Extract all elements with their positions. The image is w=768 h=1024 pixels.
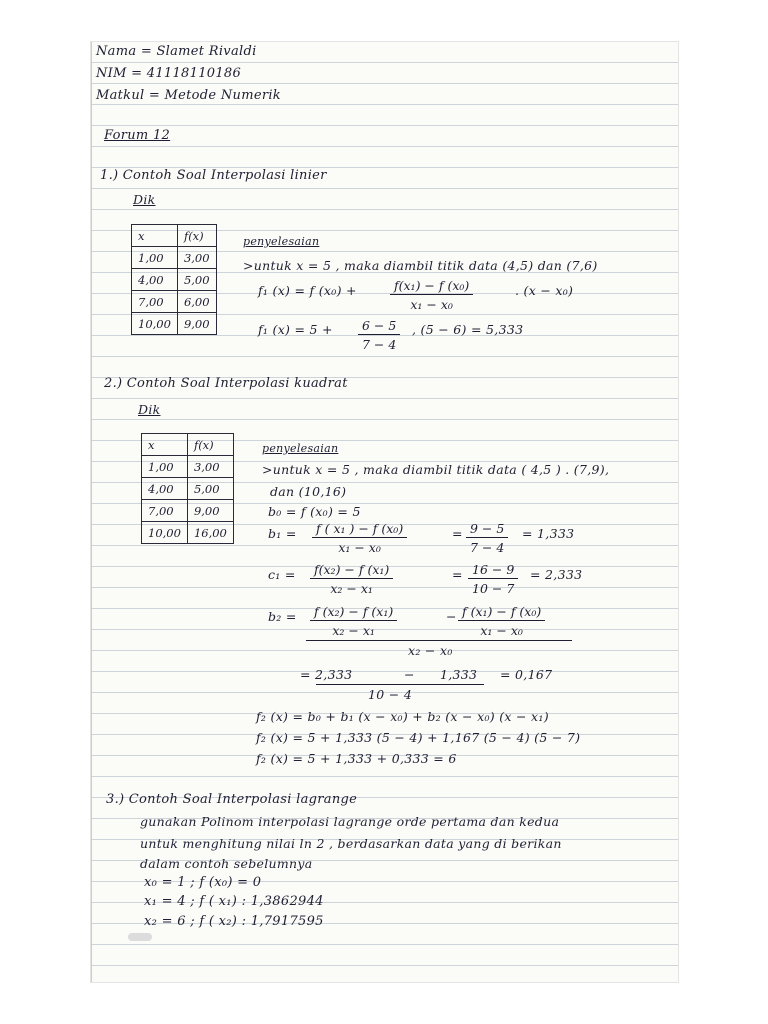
fraction-denominator: 7 − 4 — [362, 337, 397, 352]
fraction-numerator: f(x₂) − f (x₁) — [310, 562, 393, 579]
fraction-denominator: x₂ − x₁ — [332, 623, 375, 638]
section-2-solution-label: penyelesaian — [262, 442, 339, 455]
section-2-b0: b₀ = f (x₀) = 5 — [268, 504, 361, 519]
name-line: Nama = Slamet Rivaldi — [96, 44, 257, 59]
fraction-numerator: 6 − 5 — [358, 318, 400, 335]
section-3-title: 3.) Contoh Soal Interpolasi lagrange — [106, 792, 358, 807]
section-3-line-1: gunakan Polinom interpolasi lagrange orde pertama dan kedua — [140, 814, 560, 829]
section-2-b1-result: = 1,333 — [522, 526, 575, 541]
fraction-numerator: f (x₁) − f (x₀) — [458, 604, 545, 621]
section-1-substitution-fraction — [358, 318, 400, 352]
table-cell: 10,00 — [132, 313, 178, 335]
section-1-data-table — [131, 224, 217, 335]
section-2-step-2: dan (10,16) — [270, 484, 347, 499]
section-2-b2-inner-fraction-1 — [310, 604, 397, 638]
fraction-numerator: f(x₁) − f (x₀) — [390, 278, 473, 295]
section-2-title: 2.) Contoh Soal Interpolasi kuadrat — [104, 376, 348, 391]
section-1-formula-fraction — [390, 278, 473, 312]
table-row — [142, 478, 234, 500]
section-2-b2-value-fraction-bar — [316, 684, 484, 685]
forum-title: Forum 12 — [104, 128, 171, 143]
fraction-numerator: 16 − 9 — [468, 562, 518, 579]
table-row — [142, 522, 234, 544]
table-cell: 4,00 — [132, 269, 178, 291]
section-2-c1-equals: = — [452, 567, 463, 582]
fraction-denominator: x₁ − x₀ — [480, 623, 523, 638]
section-2-b2-result: = 0,167 — [500, 667, 553, 682]
fraction-numerator: 9 − 5 — [466, 521, 508, 538]
fraction-denominator: x₂ − x₁ — [330, 581, 373, 596]
table-header-x: x — [132, 225, 178, 247]
page-margin-line — [91, 42, 92, 982]
table-row — [142, 456, 234, 478]
section-1-step-1: >untuk x = 5 , maka diambil titik data (4,5) dan (7,6) — [243, 258, 598, 273]
section-2-c1-result: = 2,333 — [530, 567, 583, 582]
section-2-b1-equals: = — [452, 526, 463, 541]
section-2-f2-substituted: f₂ (x) = 5 + 1,333 (5 − 4) + 1,167 (5 − 4) (5 − 7) — [256, 730, 581, 745]
section-1-dik: Dik — [133, 192, 156, 207]
section-2-step-1: >untuk x = 5 , maka diambil titik data ( 4,5 ) . (7,9), — [262, 462, 610, 477]
table-cell: 4,00 — [142, 478, 188, 500]
table-cell: 9,00 — [177, 313, 216, 335]
fraction-denominator: x₁ − x₀ — [338, 540, 381, 555]
section-2-b2-minus: − — [446, 609, 457, 624]
table-cell: 5,00 — [187, 478, 233, 500]
section-2-b2-value-left: = 2,333 — [300, 667, 353, 682]
section-1-substitution-left: f₁ (x) = 5 + — [258, 322, 333, 337]
table-row — [132, 313, 217, 335]
fraction-numerator: f ( x₁ ) − f (x₀) — [312, 521, 407, 538]
table-cell: 3,00 — [187, 456, 233, 478]
course-line: Matkul = Metode Numerik — [96, 88, 281, 103]
table-cell: 6,00 — [177, 291, 216, 313]
section-3-x1: x₁ = 4 ; f ( x₁) : 1,3862944 — [144, 894, 324, 909]
table-row — [132, 247, 217, 269]
section-2-f2-result: f₂ (x) = 5 + 1,333 + 0,333 = 6 — [256, 751, 457, 766]
section-1-formula-left: f₁ (x) = f (x₀) + — [258, 283, 357, 298]
section-1-result: , (5 − 6) = 5,333 — [412, 322, 524, 337]
fraction-denominator: x₁ − x₀ — [410, 297, 453, 312]
table-row — [132, 269, 217, 291]
section-3-line-3: dalam contoh sebelumnya — [140, 856, 313, 871]
section-2-b1-fraction — [312, 521, 407, 555]
table-cell: 9,00 — [187, 500, 233, 522]
table-header-fx: f(x) — [187, 434, 233, 456]
section-2-b2-value-denominator: 10 − 4 — [368, 687, 413, 702]
fraction-denominator: 10 − 7 — [472, 581, 515, 596]
table-row — [132, 291, 217, 313]
section-3-line-2: untuk menghitung nilai ln 2 , berdasarkan data yang di berikan — [140, 836, 562, 851]
table-header-fx: f(x) — [177, 225, 216, 247]
section-2-c1-label: c₁ = — [268, 567, 296, 582]
table-cell: 10,00 — [142, 522, 188, 544]
section-1-title: 1.) Contoh Soal Interpolasi linier — [100, 168, 327, 183]
table-cell: 5,00 — [177, 269, 216, 291]
fraction-numerator: f (x₂) − f (x₁) — [310, 604, 397, 621]
section-2-c1-value-fraction — [468, 562, 518, 596]
table-cell: 1,00 — [132, 247, 178, 269]
section-2-b2-value-right: 1,333 — [440, 667, 478, 682]
section-2-dik: Dik — [138, 402, 161, 417]
table-cell: 3,00 — [177, 247, 216, 269]
table-cell: 16,00 — [187, 522, 233, 544]
section-2-data-table — [141, 433, 234, 544]
table-row — [142, 500, 234, 522]
section-2-b1-value-fraction — [466, 521, 508, 555]
section-3-x0: x₀ = 1 ; f (x₀) = 0 — [144, 875, 262, 890]
table-header-x: x — [142, 434, 188, 456]
table-cell: 7,00 — [142, 500, 188, 522]
section-2-b2-main-denominator: x₂ − x₀ — [408, 643, 453, 658]
section-2-b2-value-minus: − — [404, 667, 415, 682]
nim-line: NIM = 41118110186 — [96, 66, 242, 81]
section-2-b2-main-fraction-bar — [306, 640, 572, 641]
section-2-b1-label: b₁ = — [268, 526, 297, 541]
table-cell: 7,00 — [132, 291, 178, 313]
section-3-x2: x₂ = 6 ; f ( x₂) : 1,7917595 — [144, 914, 324, 929]
section-2-f2-general: f₂ (x) = b₀ + b₁ (x − x₀) + b₂ (x − x₀) (x − x₁) — [256, 709, 549, 724]
fraction-denominator: 7 − 4 — [470, 540, 505, 555]
section-2-b2-inner-fraction-2 — [458, 604, 545, 638]
table-cell: 1,00 — [142, 456, 188, 478]
section-1-solution-label: penyelesaian — [243, 235, 320, 248]
page-smudge — [128, 933, 152, 941]
section-1-formula-right: . (x − x₀) — [515, 283, 574, 298]
section-2-b2-label: b₂ = — [268, 609, 297, 624]
section-2-c1-fraction — [310, 562, 393, 596]
